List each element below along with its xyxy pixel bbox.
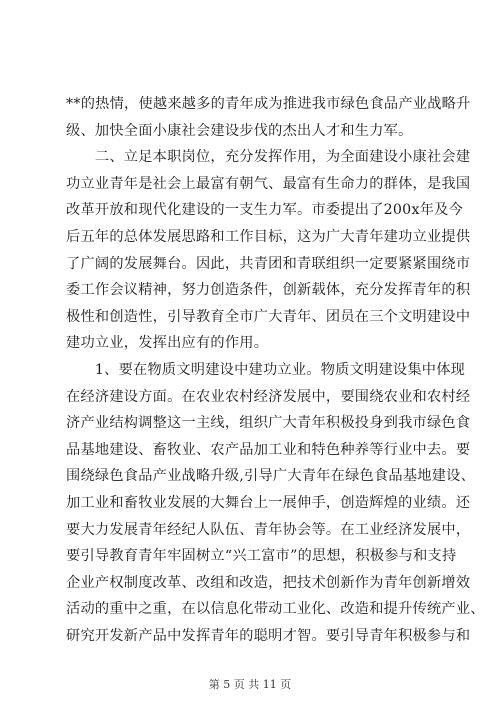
paragraph-start-line: 二、立足本职岗位，充分发挥作用，为全面建设小康社会建 bbox=[66, 149, 471, 166]
text-line: 活动的重中之重，在以信息化带动工业化、改造和提升传统产业、 bbox=[66, 601, 485, 618]
page-number-footer: 第 5 页 共 11 页 bbox=[208, 678, 292, 691]
text-line: 研究开发新产品中发挥青年的聪明才智。要引导青年积极参与和 bbox=[66, 627, 471, 644]
text-line: 建功立业，发挥出应有的作用。 bbox=[66, 335, 269, 352]
text-line: 了广阔的发展舞台。因此，共青团和青联组织一定要紧紧围绕市 bbox=[66, 255, 471, 272]
text-line: 级、加快全面小康社会建设步伐的杰出人才和生力军。 bbox=[66, 122, 413, 139]
text-line: 功立业青年是社会上最富有朝气、最富有生命力的群体，是我国 bbox=[66, 175, 471, 192]
text-line: 围绕绿色食品产业战略升级,引导广大青年在绿色食品基地建设、 bbox=[66, 468, 476, 485]
text-line: 加工业和畜牧业发展的大舞台上一展伸手，创造辉煌的业绩。还 bbox=[66, 494, 471, 511]
paragraph-start-line: 1、要在物质文明建设中建功立业。物质文明建设集中体现 bbox=[66, 361, 466, 378]
text-line: 要引导教育青年牢固树立“兴工富市”的思想，积极参与和支持 bbox=[66, 548, 457, 565]
text-line: 在经济建设方面。在农业农村经济发展中，要围绕农业和农村经 bbox=[66, 388, 471, 405]
text-line: 企业产权制度改革、改组和改造，把技术创新作为青年创新增效 bbox=[66, 574, 471, 591]
text-line: 委工作会议精神，努力创造条件，创新载体，充分发挥青年的积 bbox=[66, 282, 471, 299]
text-line: 极性和创造性，引导教育全市广大青年、团员在三个文明建设中 bbox=[66, 308, 471, 325]
text-line: 后五年的总体发展思路和工作目标，这为广大青年建功立业提供 bbox=[66, 228, 471, 245]
text-line: 济产业结构调整这一主线，组织广大青年积极投身到我市绿色食 bbox=[66, 415, 471, 432]
document-body bbox=[66, 91, 485, 649]
text-line: **的热情，使越来越多的青年成为推进我市绿色食品产业战略升 bbox=[66, 96, 471, 112]
text-line: 改革开放和现代化建设的一支生力军。市委提出了200x年及今 bbox=[66, 202, 464, 219]
text-line: 品基地建设、畜牧业、农产品加工业和特色种养等行业中去。要 bbox=[66, 441, 471, 458]
text-line: 要大力发展青年经纪人队伍、青年协会等。在工业经济发展中， bbox=[66, 521, 471, 538]
